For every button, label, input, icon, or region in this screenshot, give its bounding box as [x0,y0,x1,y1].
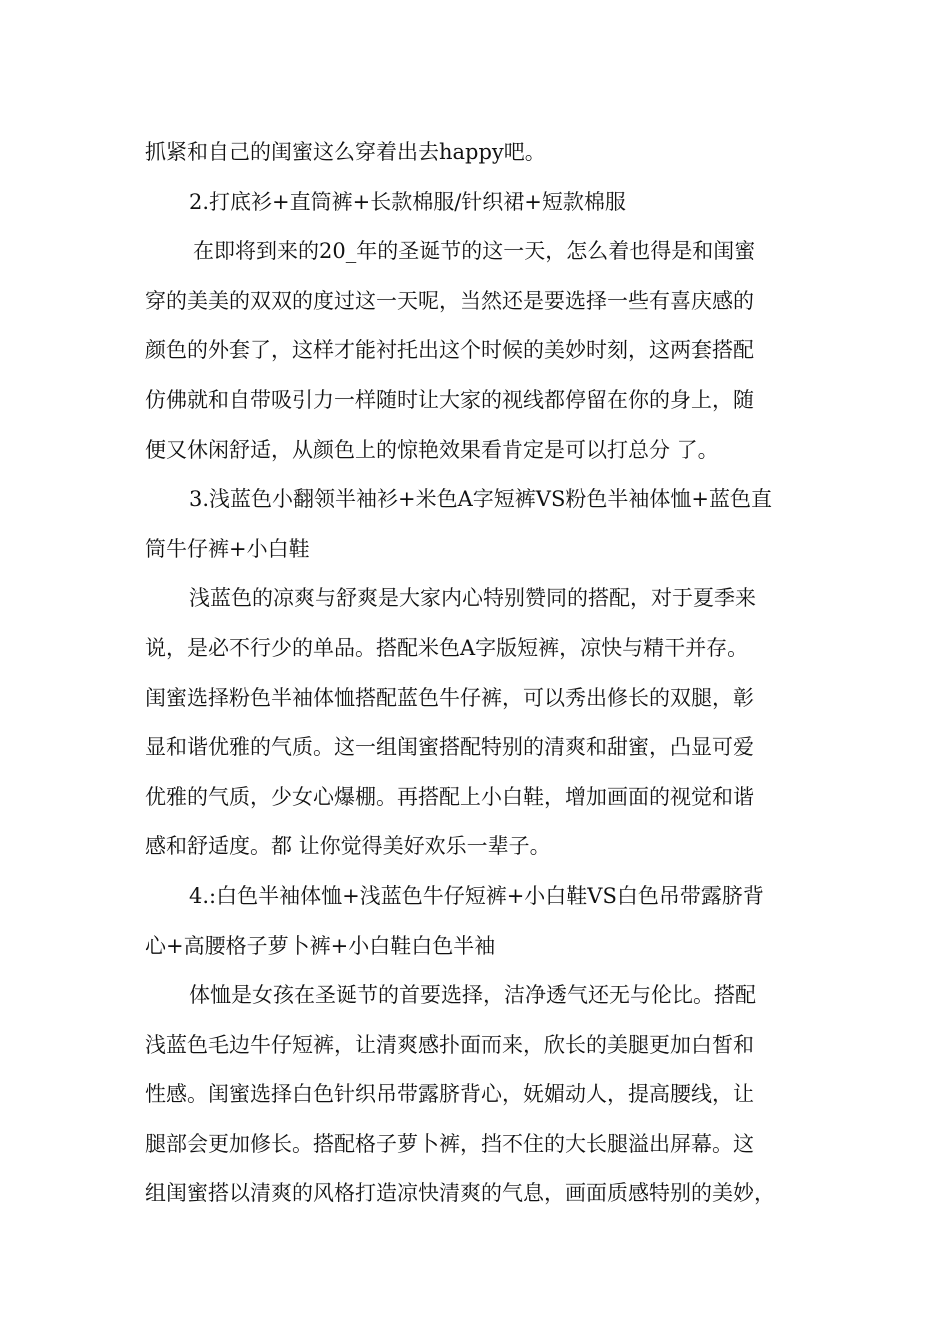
text-line: 仿佛就和自带吸引力一样随时让大家的视线都停留在你的身上，随 [145,387,754,412]
text-line: 优雅的气质，少女心爆棚。再搭配上小白鞋，增加画面的视觉和谐 [145,784,754,809]
text-line: 颜色的外套了，这样才能衬托出这个时候的美妙时刻，这两套搭配 [145,338,754,363]
text-line: 在即将到来的20_年的圣诞节的这一天，怎么着也得是和闺蜜 [193,239,756,264]
text-line: 性感。闺蜜选择白色针织吊带露脐背心，妩媚动人，提高腰线，让 [145,1082,754,1107]
text-line: 便又休闲舒适，从颜色上的惊艳效果看肯定是可以打总分 了。 [145,437,719,462]
text-line: 显和谐优雅的气质。这一组闺蜜搭配特别的清爽和甜蜜，凸显可爱 [145,735,754,760]
section-heading-continued: 心+高腰格子萝卜裤+小白鞋白色半袖 [145,933,496,958]
text-line: 浅蓝色的凉爽与舒爽是大家内心特别赞同的搭配，对于夏季来 [189,586,756,611]
document-body [145,128,810,1219]
text-line: 腿部会更加修长。搭配格子萝卜裤，挡不住的大长腿溢出屏幕。这 [145,1131,754,1156]
text-line: 说，是必不行少的单品。搭配米色A字版短裤，凉快与精干并存。 [145,635,749,660]
section-heading: 3.浅蓝色小翻领半袖衫+米色A字短裤VS粉色半袖体恤+蓝色直 [189,487,772,512]
text-line: 抓紧和自己的闺蜜这么穿着出去happy吧。 [145,140,546,164]
section-heading: 4.:白色半袖体恤+浅蓝色牛仔短裤+小白鞋VS白色吊带露脐背 [189,883,764,908]
text-line: 穿的美美的双双的度过这一天呢，当然还是要选择一些有喜庆感的 [145,288,754,313]
section-heading-continued: 筒牛仔裤+小白鞋 [145,536,310,561]
section-heading: 2.打底衫+直筒裤+长款棉服/针织裙+短款棉服 [189,189,626,214]
text-line: 闺蜜选择粉色半袖体恤搭配蓝色牛仔裤，可以秀出修长的双腿，彰 [145,685,754,710]
text-line: 浅蓝色毛边牛仔短裤，让清爽感扑面而来，欣长的美腿更加白皙和 [145,1032,754,1057]
text-line: 感和舒适度。都 让你觉得美好欢乐一辈子。 [145,834,551,859]
text-line: 体恤是女孩在圣诞节的首要选择，洁净透气还无与伦比。搭配 [189,983,756,1008]
text-line: 组闺蜜搭以清爽的风格打造凉快清爽的气息，画面质感特别的美妙， [145,1181,775,1206]
